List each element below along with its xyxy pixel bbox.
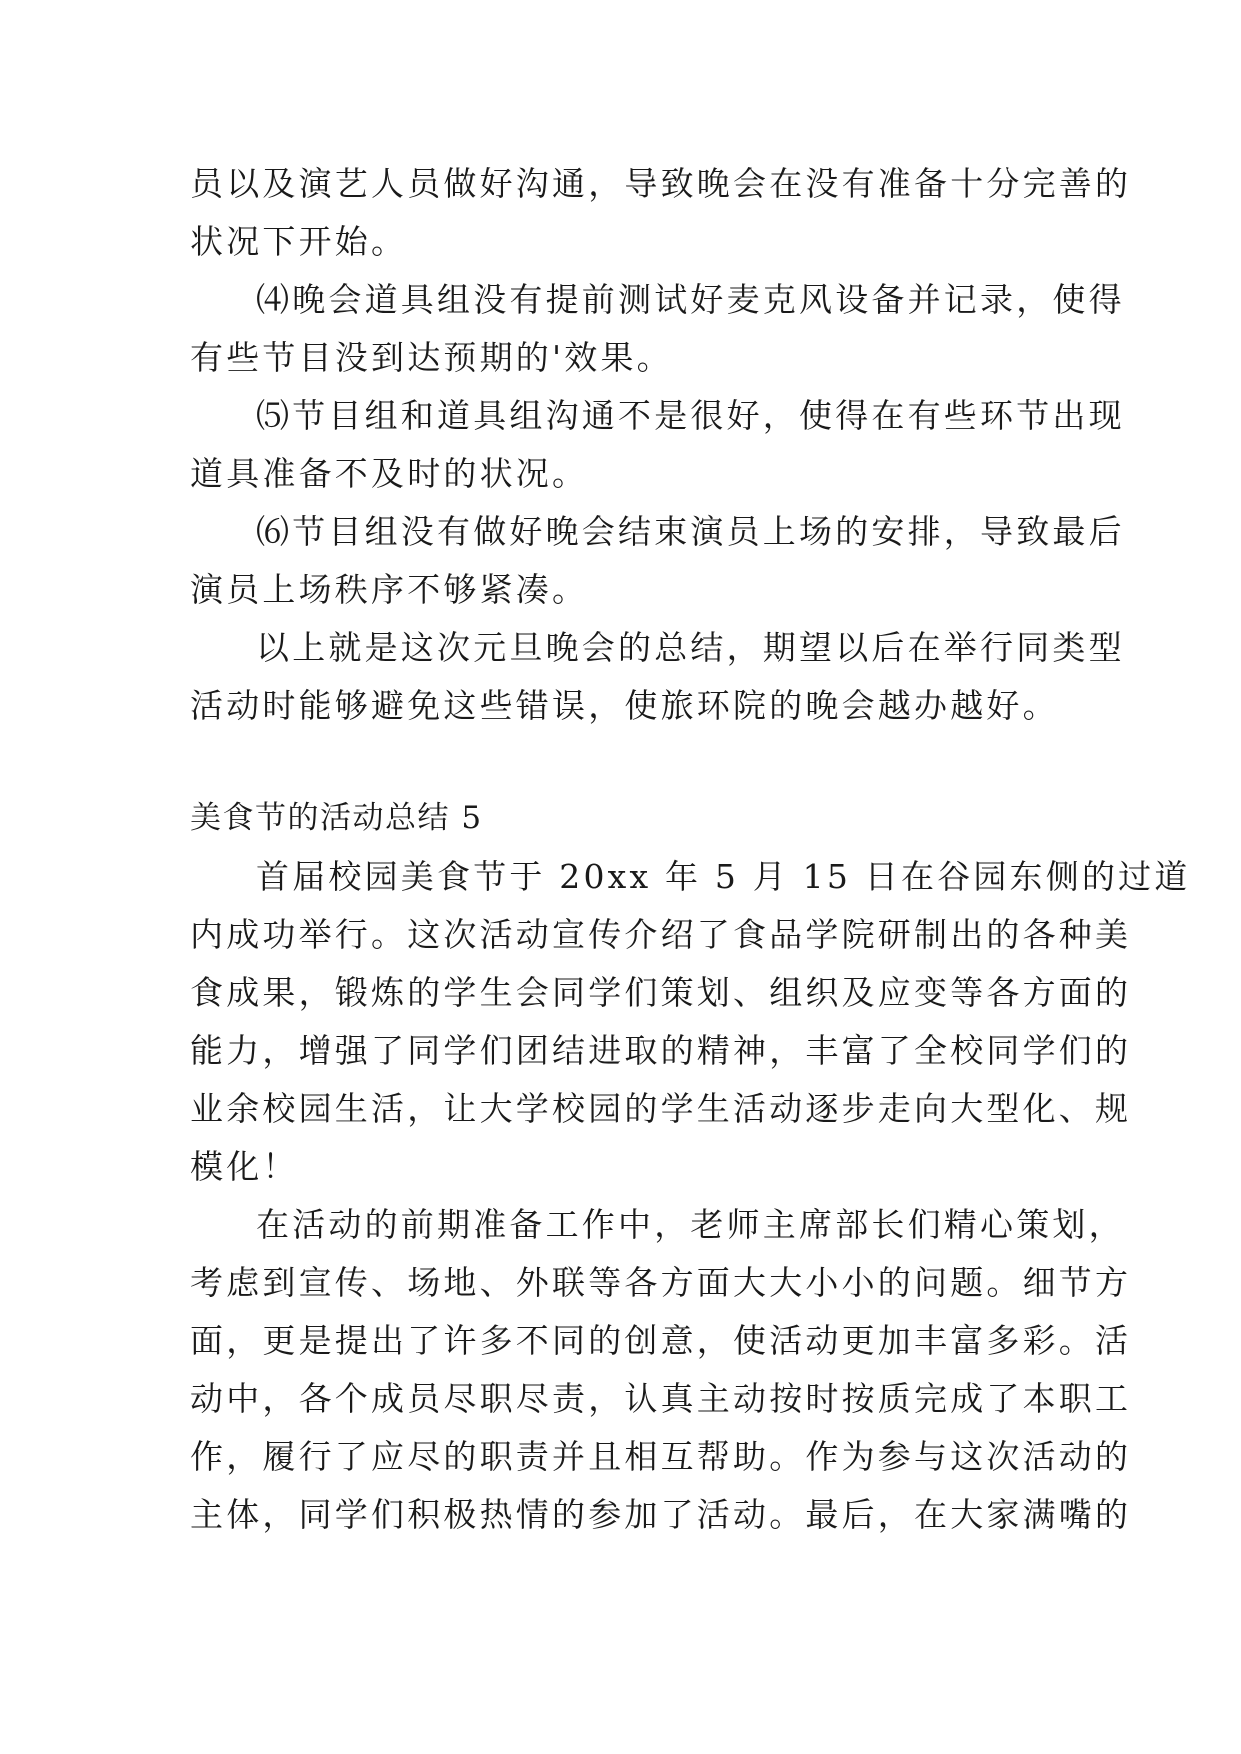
text-line: 活动时能够避免这些错误，使旅环院的晚会越办越好。 — [190, 686, 1059, 725]
text-line: 作，履行了应尽的职责并且相互帮助。作为参与这次活动的 — [190, 1437, 1132, 1476]
text-line: 以上就是这次元旦晚会的总结，期望以后在举行同类型 — [256, 628, 1125, 667]
text-line: 食成果，锻炼的学生会同学们策划、组织及应变等各方面的 — [190, 973, 1132, 1012]
text-line: 内成功举行。这次活动宣传介绍了食品学院研制出的各种美 — [190, 915, 1132, 954]
text-line: 在活动的前期准备工作中，老师主席部长们精心策划， — [256, 1205, 1125, 1244]
text-line: 有些节目没到达预期的'效果。 — [190, 338, 673, 377]
text-line: 模化！ — [190, 1147, 299, 1186]
text-line: 首届校园美食节于 20xx 年 5 月 15 日在谷园东侧的过道 — [256, 857, 1191, 896]
text-line: ⑷晚会道具组没有提前测试好麦克风设备并记录，使得 — [256, 280, 1125, 319]
text-line: 业余校园生活，让大学校园的学生活动逐步走向大型化、规 — [190, 1089, 1132, 1128]
text-line: 面，更是提出了许多不同的创意，使活动更加丰富多彩。活 — [190, 1321, 1132, 1360]
text-line: 道具准备不及时的状况。 — [190, 454, 589, 493]
text-line: 动中，各个成员尽职尽责，认真主动按时按质完成了本职工 — [190, 1379, 1132, 1418]
text-line: 员以及演艺人员做好沟通，导致晚会在没有准备十分完善的 — [190, 164, 1132, 203]
text-line: 考虑到宣传、场地、外联等各方面大大小小的问题。细节方 — [190, 1263, 1132, 1302]
text-line: 能力，增强了同学们团结进取的精神，丰富了全校同学们的 — [190, 1031, 1132, 1070]
text-line: 演员上场秩序不够紧凑。 — [190, 570, 589, 609]
section-title: 美食节的活动总结 5 — [190, 800, 483, 836]
text-line: 主体，同学们积极热情的参加了活动。最后，在大家满嘴的 — [190, 1495, 1132, 1534]
text-line: ⑹节目组没有做好晚会结束演员上场的安排，导致最后 — [256, 512, 1125, 551]
text-line: ⑸节目组和道具组沟通不是很好，使得在有些环节出现 — [256, 396, 1125, 435]
text-line: 状况下开始。 — [190, 222, 408, 261]
